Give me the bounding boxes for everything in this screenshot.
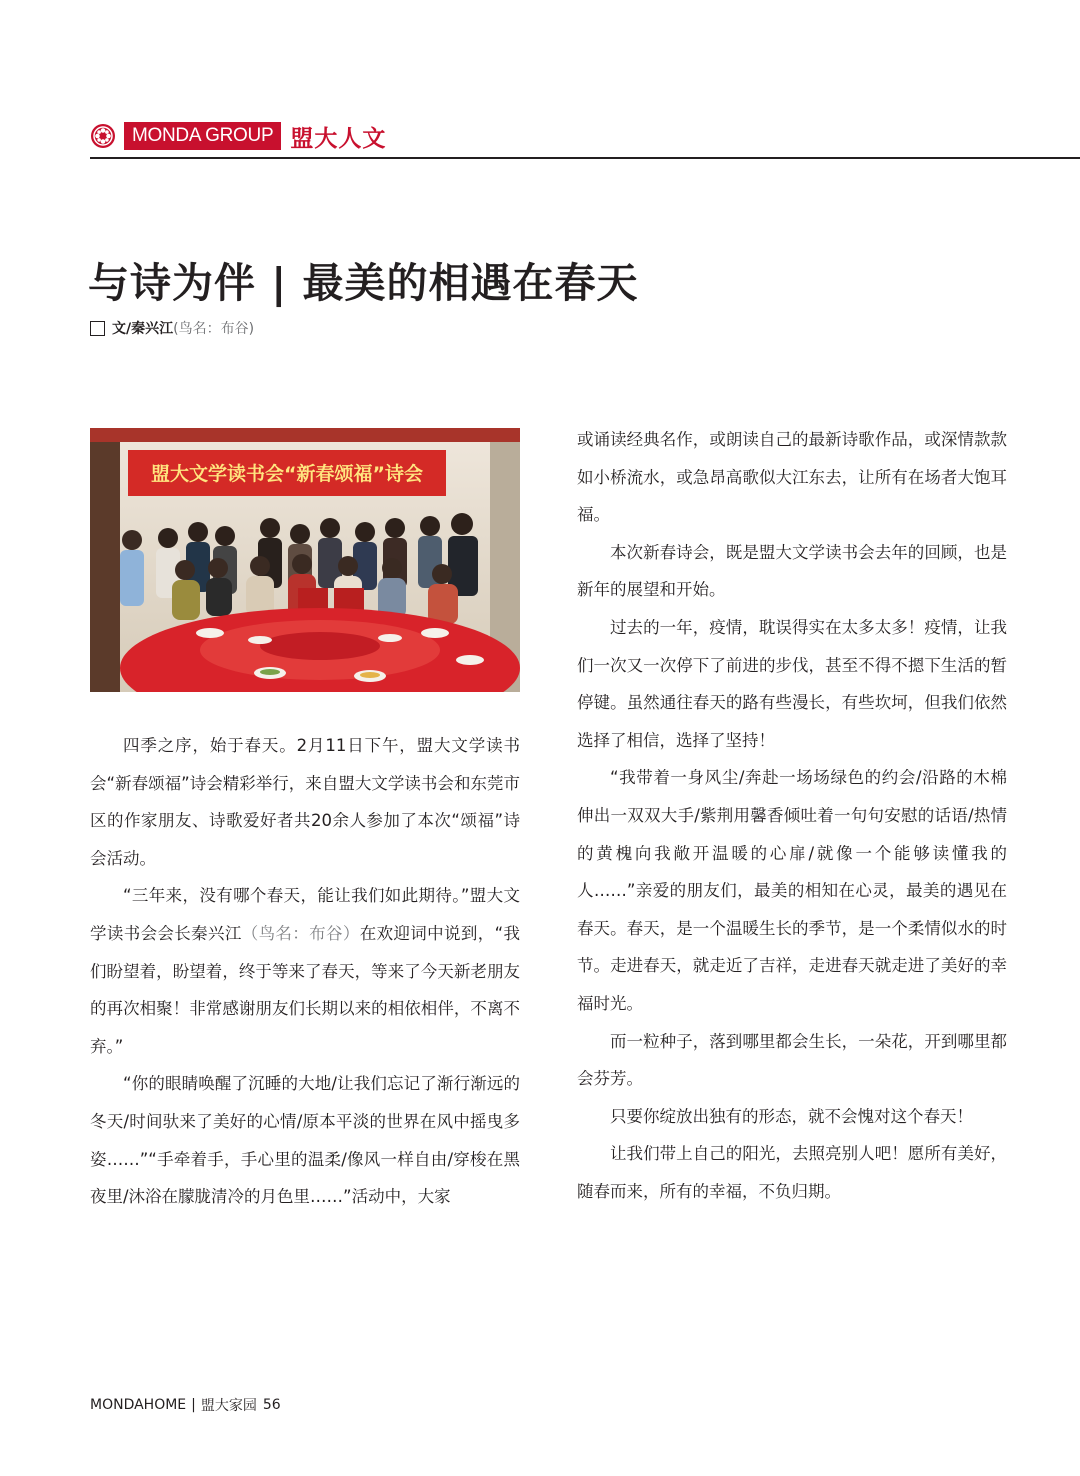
page-footer — [90, 1395, 281, 1415]
quote-text-continued: 在欢迎词中说到，“我们盼望着，盼望着，终于等来了春天，等来了今天新老朋友的再次相聚！非常感谢朋友们长期以来的相依相伴，不离不弃。” — [90, 923, 520, 1056]
article-column-left — [90, 727, 520, 1216]
paragraph: 让我们带上自己的阳光，去照亮别人吧！愿所有美好，随春而来，所有的幸福，不负归期。 — [577, 1144, 1007, 1201]
flower-emblem-icon — [90, 123, 116, 149]
paragraph-continued: 或诵读经典名作，或朗读自己的最新诗歌作品，或深情款款如小桥流水，或急昂高歌似大江东去，让所有在场者大饱耳福。 — [577, 430, 1007, 525]
magazine-name-cn: 盟大家园 — [200, 1398, 257, 1414]
paragraph: 过去的一年，疫情，耽误得实在太多太多！疫情，让我们一次又一次停下了前进的步伐，甚至不得不摁下生活的暂停键。虽然通往春天的路有些漫长，有些坎坷，但我们依然选择了相信，选择了坚持！ — [577, 617, 1007, 750]
event-photo — [90, 428, 520, 692]
footer-separator: | — [191, 1397, 196, 1413]
paragraph: “你的眼睛唤醒了沉睡的大地/让我们忘记了渐行渐远的冬天/时间驮来了美好的心情/原本平淡的世界在风中摇曳多姿……”“手牵着手，手心里的温柔/像风一样自由/穿梭在黑夜里/沐浴在朦胧清冷的月色里……”活动中，大家 — [90, 1074, 520, 1207]
magazine-name: MONDAHOME — [90, 1397, 187, 1413]
paragraph: 而一粒种子，落到哪里都会生长，一朵花，开到哪里都会芬芳。 — [577, 1031, 1007, 1089]
paragraph: 四季之序，始于春天。2月11日下午，盟大文学读书会“新春颂福”诗会精彩举行，来自盟大文学读书会和东莞市区的作家朋友、诗歌爱好者共20余人参加了本次“颂福”诗会活动。 — [90, 736, 520, 868]
quote-paragraph — [90, 877, 520, 1065]
page-number: 56 — [262, 1397, 281, 1413]
paragraph: 只要你绽放出独有的形态，就不会愧对这个春天！ — [610, 1106, 973, 1126]
section-title: 盟大人文 — [290, 125, 387, 152]
article-column-right — [577, 421, 1007, 1210]
photo-banner-text: 盟大文学读书会“新春颂福”诗会 — [151, 463, 423, 485]
paragraph: “我带着一身风尘/奔赴一场场绿色的约会/沿路的木棉伸出一双双大手/紫荆用馨香倾吐着一句句安慰的话语/热情的黄槐向我敞开温暖的心扉/就像一个能够读懂我的人……”亲爱的朋友们，最美的相知在心灵，最美的遇见在春天。春天，是一个温暖生长的季节，是一个柔情似水的时节。走进春天，就走近了吉祥，走进春天就走进了美好的幸福时光。 — [577, 768, 1007, 1013]
byline — [90, 318, 254, 338]
header-divider — [90, 157, 1080, 159]
checkbox-square-icon — [90, 321, 105, 336]
paragraph: 本次新春诗会，既是盟大文学读书会去年的回顾，也是新年的展望和开始。 — [577, 542, 1007, 600]
quote-alias: （鸟名：布谷） — [241, 923, 360, 943]
quote-text: “三年来，没有哪个春天，能让我们如此期待。”盟大文学读书会会长秦兴江 — [90, 886, 520, 943]
article-title: 与诗为伴 | 最美的相遇在春天 — [88, 259, 639, 307]
masthead — [90, 120, 386, 152]
brand-label: MONDA GROUP — [124, 122, 281, 150]
byline-author: 文/秦兴江 — [112, 321, 174, 337]
byline-alias: (鸟名：布谷) — [173, 321, 255, 337]
